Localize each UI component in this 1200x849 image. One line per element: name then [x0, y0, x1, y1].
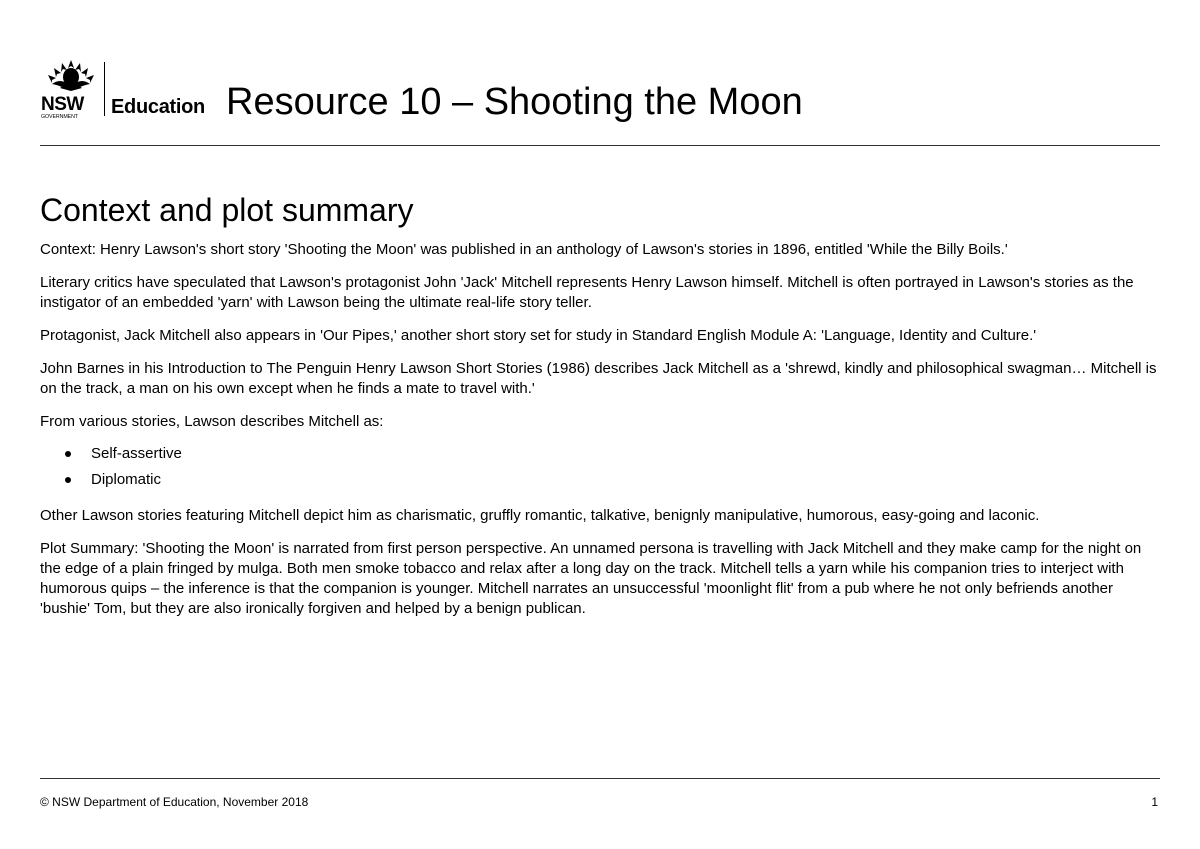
header-divider	[40, 145, 1160, 146]
logo-government-text: GOVERNMENT	[41, 114, 78, 120]
document-header	[40, 58, 1160, 123]
list-item: Diplomatic	[40, 467, 1162, 493]
main-content	[40, 190, 1162, 632]
protagonist-paragraph: Protagonist, Jack Mitchell also appears in 'Our Pipes,' another short story set for study in Standard English Module A: 'Language, Identity and Culture.'	[40, 327, 1037, 344]
logo-department-name: Education	[111, 96, 205, 118]
barnes-paragraph: John Barnes in his Introduction to The Penguin Henry Lawson Short Stories (1986) describes Jack Mitchell as a 'shrewd, kindly and philosophical swagman… Mitchell is on the track, a man on his own except when he finds a mate to travel with.'	[40, 360, 1157, 397]
waratah-logo-icon	[40, 58, 102, 120]
list-item: Self-assertive	[40, 441, 1162, 467]
footer-divider	[40, 778, 1160, 779]
plot-summary-paragraph: Plot Summary: 'Shooting the Moon' is narrated from first person perspective. An unnamed persona is travelling with Jack Mitchell and they make camp for the night on the edge of a plain fringed by mulga. Both men smoke tobacco and relax after a long day on the track. Mitchell tells a yarn while his companion tries to interject with humorous quips – the inference is that the companion is younger. Mitchell narrates an unsuccessful 'moonlight flit' from a pub where he not only befriends another 'bushie' Tom, but they are also ironically forgiven and helped by a benign publican.	[40, 540, 1142, 617]
section-heading: Context and plot summary	[40, 192, 414, 228]
page-title: Resource 10 – Shooting the Moon	[226, 81, 803, 123]
page-number: 1	[1151, 795, 1158, 809]
footer-copyright: © NSW Department of Education, November 2018	[40, 795, 309, 809]
other-stories-paragraph: Other Lawson stories featuring Mitchell depict him as charismatic, gruffly romantic, talkative, benignly manipulative, humorous, easy-going and laconic.	[40, 507, 1040, 524]
logo-divider	[104, 62, 105, 116]
descriptions-intro-paragraph: From various stories, Lawson describes Mitchell as:	[40, 413, 384, 430]
trait-list	[40, 441, 1162, 493]
nsw-education-logo	[40, 58, 240, 120]
critics-paragraph: Literary critics have speculated that Lawson's protagonist John 'Jack' Mitchell represents Henry Lawson himself. Mitchell is often portrayed in Lawson's stories as the instigator of an embedded 'yarn' with Lawson being the ultimate real-life story teller.	[40, 274, 1134, 311]
context-paragraph: Context: Henry Lawson's short story 'Shooting the Moon' was published in an anthology of Lawson's stories in 1896, entitled 'While the Billy Boils.'	[40, 241, 1008, 258]
logo-wordmark: NSW	[41, 94, 84, 115]
